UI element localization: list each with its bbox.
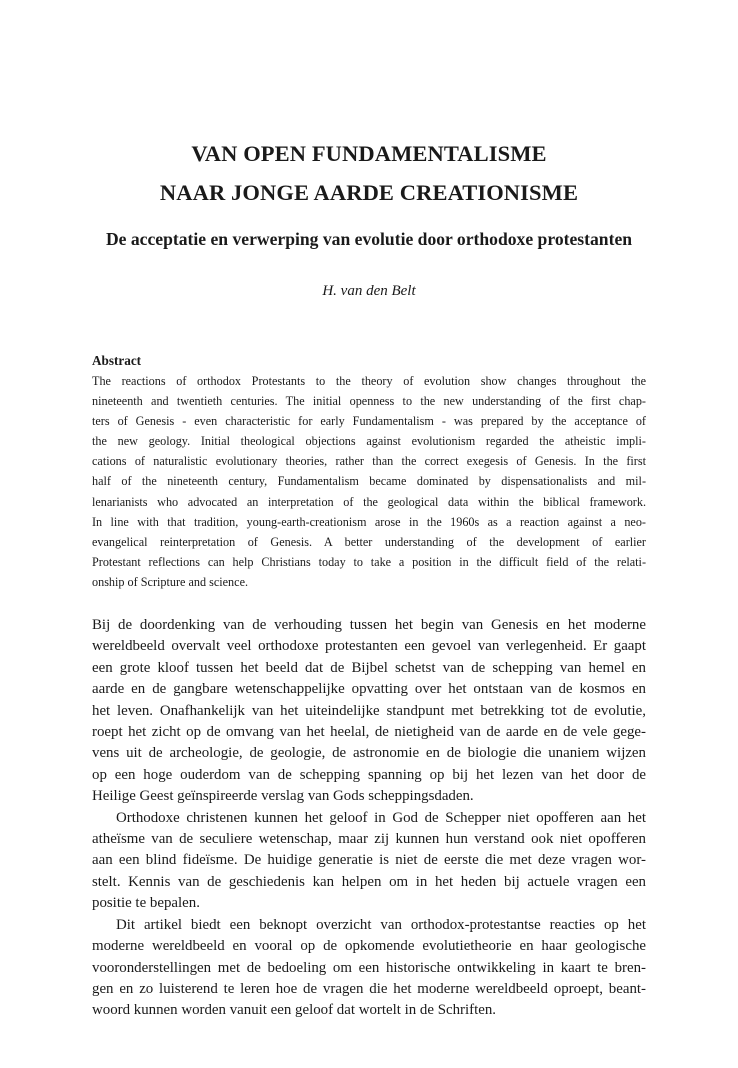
body-line: atheïsme van de seculiere wetenschap, maar zij kunnen hun verstand ook niet opofferen [92,831,646,848]
body-line: het leven. Onafhankelijk van het uiteindelijke standpunt met betrekking tot de evolutie, [92,702,646,719]
abstract-line: In line with that tradition, young-earth-creationism arose in the 1960s as a reaction against a neo- [92,514,646,529]
body-line: een grote kloof tussen het beeld dat de Bijbel schetst van de schepping van hemel en [92,659,646,676]
body-line: op een hoge ouderdom van de schepping spanning op bij het lezen van het door de [92,766,646,783]
abstract-line: evangelical reinterpretation of Genesis. A better understanding of the development of earlier [92,534,646,549]
subtitle: De acceptatie en verwerping van evolutie door orthodoxe protestanten [105,229,633,249]
abstract-line: The reactions of orthodox Protestants to the theory of evolution show changes throughout the [92,374,646,388]
title-line-1: VAN OPEN FUNDAMENTALISME [191,141,547,166]
abstract-line: ters of Genesis - even characteristic for early Fundamentalism - was prepared by the acceptance of [92,414,646,429]
abstract-line: cations of naturalistic evolutionary theories, rather than the correct exegesis of Genesis. In the first [92,454,646,469]
body-line: woord kunnen worden vanuit een geloof dat wortelt in de Schriften. [92,1002,497,1019]
abstract-line: Protestant reflections can help Christians today to take a position in the difficult field of the relati- [92,554,646,569]
abstract-line: lenarianists who advocated an interpretation of the geological data within the biblical framework. [92,494,646,509]
body-line: Orthodoxe christenen kunnen het geloof in God de Schepper niet opofferen aan het [116,809,646,826]
body-line: Heilige Geest geïnspireerde verslag van Gods scheppingsdaden. [92,788,474,805]
body-line: positie te bepalen. [92,895,200,912]
body-line: vooronderstellingen met de bedoeling om een historische ontwikkeling in kaart te bren- [92,959,646,976]
abstract-line: the new geology. Initial theological objections against evolutionism regarded the atheistic impli- [92,434,646,449]
body-line: roept het zicht op de omvang van het heelal, de nietigheid van de aarde en de vele gege- [92,724,646,741]
author: H. van den Belt [322,283,416,299]
body-line: stelt. Kennis van de geschiedenis kan helpen om in het heden bij actuele vragen een [92,873,646,890]
body-line: Dit artikel biedt een beknopt overzicht van orthodox-protestantse reacties op het [116,916,646,933]
abstract-text [92,371,646,592]
title-line-2: NAAR JONGE AARDE CREATIONISME [159,180,579,205]
abstract-heading: Abstract [92,353,142,368]
abstract-line: half of the nineteenth century, Fundamentalism became dominated by dispensationalists and mil- [92,474,646,489]
abstract-line: onship of Scripture and science. [92,574,249,589]
body-line: aarde en de gangbare wetenschappelijke opvatting over het ontstaan van de kosmos en [92,681,646,698]
body-line: gen en zo luisterend te leren hoe de vragen die het moderne wereldbeeld oproept, beant- [92,980,646,997]
paragraph-2 [92,808,646,915]
abstract [92,351,646,592]
paragraph-1 [92,615,646,808]
body-line: moderne wereldbeeld en vooral op de opkomende evolutietheorie en haar geologische [92,938,646,955]
body-line: vens uit de archeologie, de geologie, de astronomie en de biologie die unaniem wijzen [92,745,646,762]
abstract-line: nineteenth and twentieth centuries. The initial openness to the new understanding of the first chap- [92,394,646,409]
body-line: Bij de doordenking van de verhouding tussen het begin van Genesis en het moderne [92,617,646,633]
body-line: wereldbeeld overvalt veel orthodoxe protestanten een gevoel van verlegenheid. Er gaapt [92,638,646,655]
body-line: aan een blind fideïsme. De huidige generatie is niet de eerste die met deze vragen wor- [92,852,646,869]
paragraph-3 [92,915,646,1022]
body-text [92,615,646,1022]
